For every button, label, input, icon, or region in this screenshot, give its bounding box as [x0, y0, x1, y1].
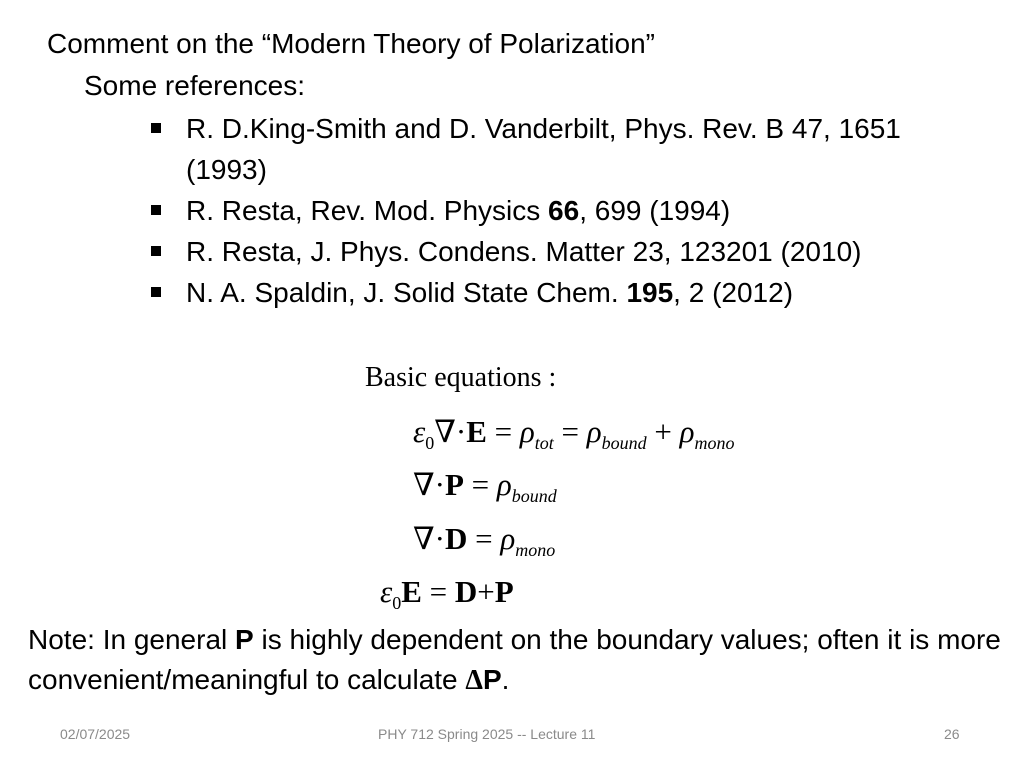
references-heading: Some references: — [84, 70, 305, 101]
square-bullet-icon — [151, 123, 161, 133]
reference-item — [148, 272, 928, 313]
reference-text: R. Resta, Rev. Mod. Physics — [186, 195, 549, 226]
reference-item — [148, 108, 928, 190]
polarization-equation: $\nabla\cdot P = \rho_{bound}$ — [413, 467, 557, 506]
reference-text: R. D.King-Smith and D. Vanderbilt, Phys. Rev. B 47, 1651 (1993) — [186, 113, 901, 185]
footer-course: PHY 712 Spring 2025 -- Lecture 11 — [378, 726, 596, 742]
note-text: Note: In general P is highly dependent on the boundary values; often it is more convenient/meaningful to calculate ΔP. — [28, 624, 1001, 696]
reference-volume: 66 — [548, 195, 580, 226]
square-bullet-icon — [151, 205, 161, 215]
footer-date: 02/07/2025 — [60, 726, 131, 742]
reference-text-end: , 2 (2012) — [673, 277, 794, 308]
reference-list — [148, 108, 928, 313]
reference-text-end: , 699 (1994) — [579, 195, 731, 226]
slide-title: Comment on the “Modern Theory of Polarization” — [47, 28, 655, 59]
constitutive-equation: $\varepsilon_0E = D+P$ — [380, 574, 514, 613]
reference-volume: 195 — [626, 277, 674, 308]
reference-item — [148, 231, 928, 272]
gauss-law-equation: $\varepsilon_0\nabla\cdot E = \rho_{tot} = \rho_{bound} + \rho_{mono}$ — [413, 414, 735, 453]
square-bullet-icon — [151, 287, 161, 297]
reference-item — [148, 190, 928, 231]
slide-number: 26 — [944, 726, 960, 742]
reference-text: R. Resta, J. Phys. Condens. Matter 23, 123201 (2010) — [186, 236, 862, 267]
delta-symbol: Δ — [465, 665, 483, 696]
equations-heading: Basic equations : — [365, 362, 557, 393]
square-bullet-icon — [151, 246, 161, 256]
displacement-equation: $\nabla\cdot D = \rho_{mono}$ — [413, 521, 556, 560]
reference-text: N. A. Spaldin, J. Solid State Chem. — [186, 277, 627, 308]
